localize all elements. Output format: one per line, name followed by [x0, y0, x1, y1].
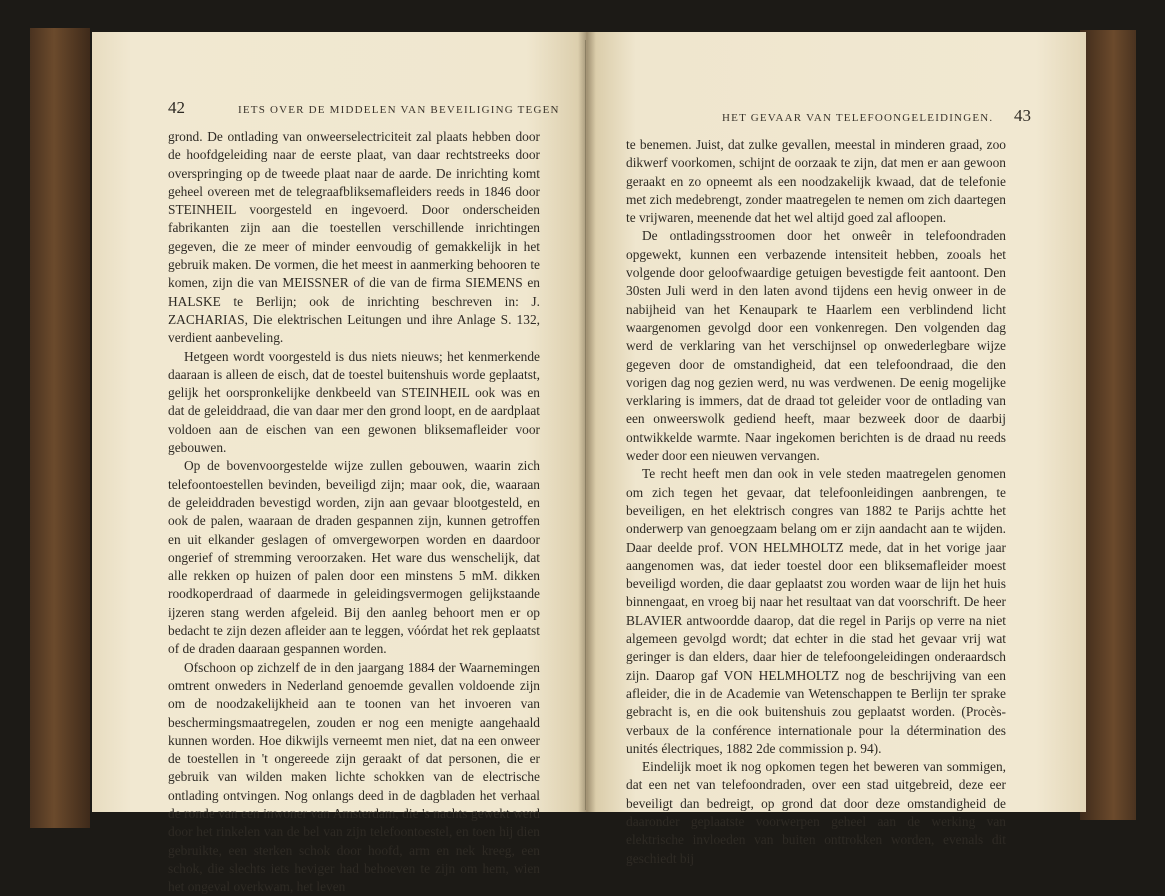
book-gutter — [578, 32, 596, 812]
paragraph: grond. De ontlading van onweerselectriciteit zal plaats hebben door de hoofdgeleiding naar de eerste plaat, van daar rechtstreeks door overspringing op de tweede plaat naar de aarde. De inrichting komt geheel overeen met de telegraafbliksemafleiders reeds in 1846 door STEINHEIL voorgesteld en ingevoerd. Door onderscheiden fabrikanten zijn aan die toestellen verschillende inrichtingen gegeven, die ze meer of minder eenvoudig of gemakkelijk in het gebruik maken. De vormen, die het meest in aanmerking behooren te komen, zijn die van MEISSNER of die van de firma SIEMENS en HALSKE te Berlijn; ook de inrichting beschreven in: J. ZACHARIAS, Die elektrischen Leitungen und ihre Anlage S. 132, verdient aanbeveling. — [168, 129, 540, 346]
book-cover-left — [30, 28, 90, 828]
right-page — [586, 32, 1086, 866]
paragraph: Hetgeen wordt voorgesteld is dus niets nieuws; het kenmerkende daaraan is alleen de eisch, dat de toestel buitenshuis worde geplaatst, gelijk het oorspronkelijke denkbeeld van STEINHEIL ook was en dat de geleiddraad, die van daar mer den grond loopt, en de aardplaat voldoen aan de eischen van een gewonen bliksemafleider voor gebouwen. — [168, 348, 540, 456]
left-page — [92, 32, 586, 895]
spine-line — [585, 40, 586, 810]
page-number: 42 — [168, 98, 185, 117]
running-head: IETS OVER DE MIDDELEN VAN BEVEILIGING TEGEN — [238, 104, 560, 116]
paragraph: Eindelijk moet ik nog opkomen tegen het beweren van sommigen, dat een net van telefoondraden, over een stad uitgebreid, deze eer beveiligt dan bedreigt, op grond dat door deze omstandigheid de daaronder geplaatste voorwerpen geheel aan de werking van elektrische invloeden van buiten onttrokken worden, evenals dit geschiedt bij — [626, 759, 1006, 866]
paragraph: De ontladingsstroomen door het onweêr in telefoondraden opgewekt, kunnen een verbazende intensiteit hebben, zooals het volgende door geloofwaardige getuigen bevestigde feit aantoont. Den 30sten Juli werd in den laten avond tijdens een hevig onweer in de nabijheid van het Kenaupark te Haarlem een verblindend licht waargenomen gevolgd door een vonkenregen. Den volgenden dag werd de verklaring van het verschijnsel op onwederlegbare wijze gegeven door de omstandigheid, dat een telefoondraad, die den vorigen dag nog gezien werd, nu was verdwenen. De eenig mogelijke verklaring is immers, dat de draad tot geleider voor de ontlading van een onweerswolk gediend heeft, maar bezweek door de daarbij ontwikkelde warmte. Naar ingekomen berichten is de draad nu reeds weder door een nieuwen vervangen. — [626, 228, 1006, 464]
page-body — [626, 136, 1006, 868]
paragraph: Ofschoon op zichzelf de in den jaargang 1884 der Waarnemingen omtrent onweders in Nederland genoemde gevallen voldoende zijn om de noodzakelijkheid aan te toonen van het invoeren van beschermingsmaatregelen, zouden er nog een menigte aangehaald kunnen worden. Hoe dikwijls verneemt men niet, dat na een onweer de toestellen in 't ongereede zijn geraakt of dat personen, die er gebruik van wilden maken lichte schokken van de electrische ontlading ontvingen. Nog onlangs deed in de dagbladen het verhaal de ronde van een inwoner van Amsterdam, die 's nachts gewekt werd door het rinkelen van de bel van zijn telefoontoestel, en toen hij dien gebruikte, een sterken schok door hoofd, arm en nek kreeg, een schok, die slechts iets heviger had behoeven te zijn om hem, wien het ongeval overkwam, het leven — [168, 659, 540, 895]
book-cover-right — [1080, 30, 1136, 820]
page-body — [168, 128, 540, 896]
paragraph: Te recht heeft men dan ook in vele steden maatregelen genomen om zich tegen het gevaar, dat telefoonleidingen aanbrengen, te beveiligen, en het elektrisch congres van 1882 te Parijs achtte het onderwerp van genoegzaam belang om er zijn aandacht aan te wijden. Daar deelde prof. VON HELMHOLTZ mede, dat in het vorige jaar aangenomen was, dat ieder toestel door een bliksemafleider moest beveiligd worden, die daar geplaatst zou worden waar de lijn het huis binnengaat, en vroeg bij naar het resultaat van dat voorschrift. De heer BLAVIER antwoordde daarop, dat die regel in Parijs op verre na niet algemeen gevolgd wordt; dat echter in die stad het gevaar vrij wat geringer is dan elders, daar hier de telefoongeleidingen onderaardsch zijn. Daarop gaf VON HELMHOLTZ nog de beschrijving van een afleider, die in de Academie van Wetenschappen te Berlijn ter sprake gebracht is, en die ook buitenshuis zou geplaatst worden. (Procès-verbaux de la conférence internationale pour la détermination des unités électriques, 1882 2de commission p. 94). — [626, 466, 1006, 756]
paragraph: Op de bovenvoorgestelde wijze zullen gebouwen, waarin zich telefoontoestellen bevinden, beveiligd zijn; maar ook, die, waaraan de geleiddraden bevestigd worden, zijn aan gevaar blootgesteld, en ook de palen, waaraan de draden gespannen zijn, kunnen getroffen en uit elkander geslagen of omvergeworpen worden en daardoor ongerief of stremming veroorzaken. Het ware dus wenschelijk, dat alle rekken op huizen of palen door een minstens 5 mM. dikken roodkoperdraad of daarmede in geleidingsvermogen gelijkstaande ijzeren stang werden afgeleid. Bij den aanleg behoort men er op bedacht te zijn dezen afleider aan te leggen, vóórdat het rek geplaatst of de draden daaraan gespannen worden. — [168, 458, 540, 657]
paragraph: te benemen. Juist, dat zulke gevallen, meestal in minderen graad, zoo dikwerf voorkomen, schijnt de oorzaak te zijn, dat men er aan gewoon geraakt en zo opneemt als een noodzakelijk kwaad, dat de telefonie met zich medebrengt, zonder maatregelen te nemen om zich daartegen te vrijwaren, meenende dat het wel altijd goed zal afloopen. — [626, 137, 1006, 226]
running-head: HET GEVAAR VAN TELEFOONGELEIDINGEN. — [722, 112, 994, 124]
page-number: 43 — [1014, 106, 1031, 125]
